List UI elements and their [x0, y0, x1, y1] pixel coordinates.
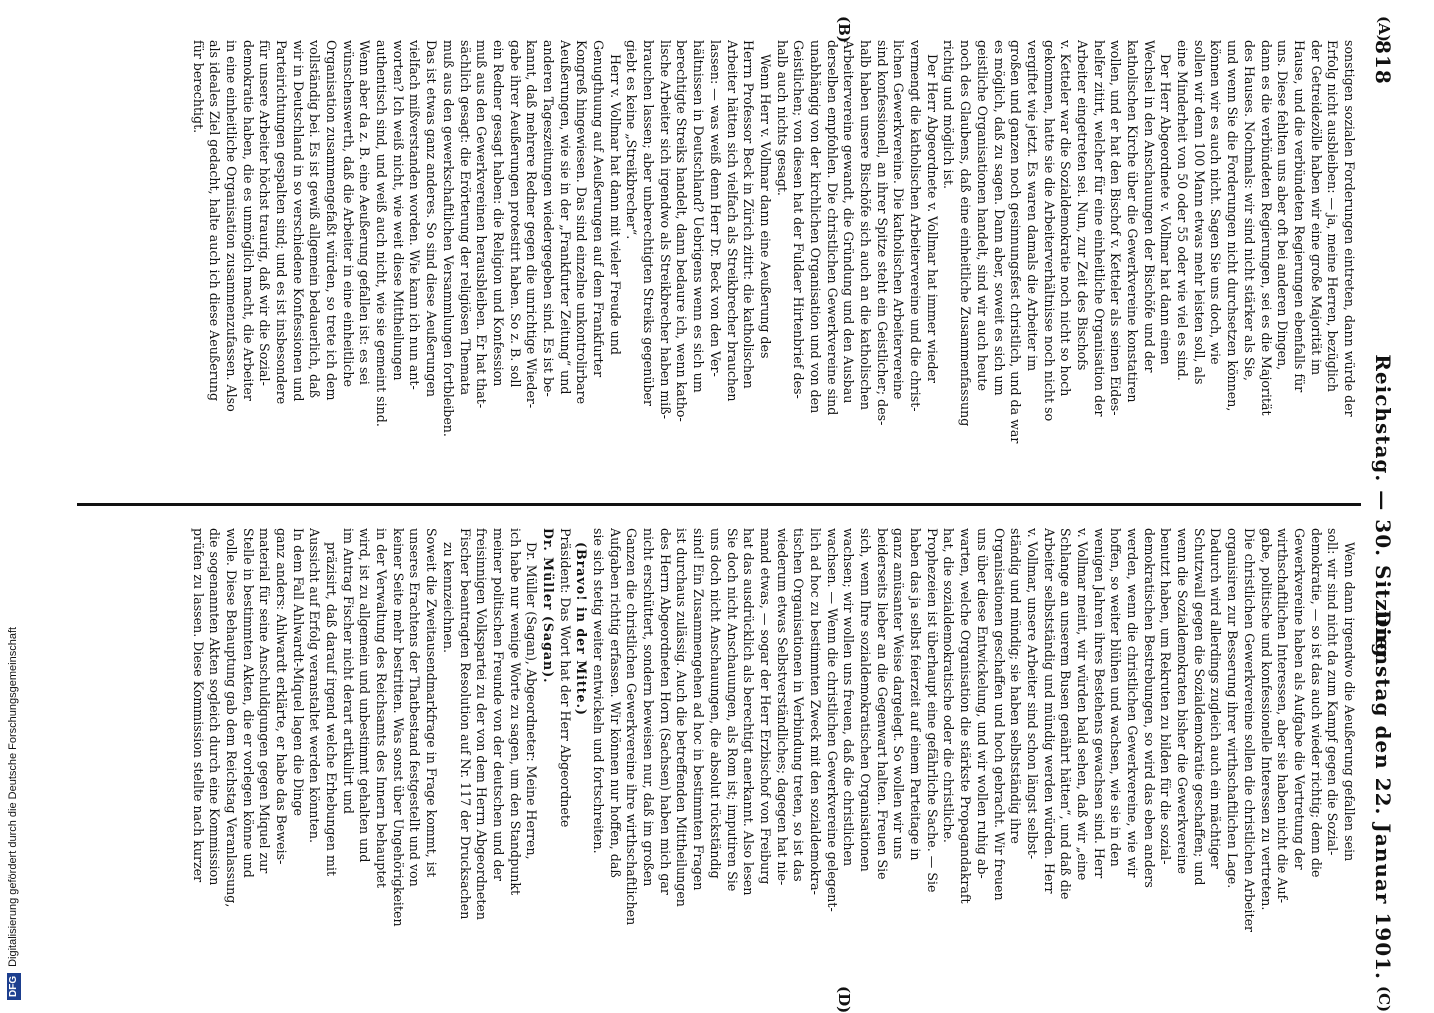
text-line: halb haben unsere Bischöfe sich auch an die katholischen — [858, 40, 874, 410]
text-line: soll: wir sind nicht da zum Kampf gegen die Sozial- — [1325, 528, 1341, 856]
text-line: muß aus den gewerkschaftlichen Versammlungen fortbleiben. — [440, 40, 456, 437]
text-line: als ideales Ziel gedacht, halte auch ich diese Aeußerung — [207, 40, 223, 402]
text-line: gabe ihrer Aeußerungen protestirt haben. So z. B. soll — [507, 40, 523, 388]
text-line: können wir es auch nicht. Sagen Sie uns doch, wie — [1208, 40, 1224, 365]
page-number: 818 — [1371, 40, 1395, 85]
text-line: Soweit die Zweitausendmarkfrage in Frage kommt, ist — [424, 528, 440, 878]
text-line: Herr v. Vollmar hat dann mit vieler Freude und — [607, 54, 623, 355]
text-line: hat, die sozialdemokratische oder die christliche. — [941, 528, 957, 843]
text-line: Parteirichtungen gespalten sind; und es ist insbesondere — [274, 40, 289, 405]
page-header — [1369, 40, 1395, 980]
right-text-column — [79, 528, 1357, 968]
text-line: Organisationen geschaffen und hoch gebracht. Wir freuen — [991, 528, 1007, 901]
text-line: wir in Deutschland in so verschiedene Konfessionen und — [290, 40, 306, 402]
text-line: helfer zitirt, welcher für eine einheitliche Organisation der — [1091, 40, 1107, 417]
text-line: giebt es keine „Streikbrecher“. — [624, 40, 640, 240]
text-line: berechtigte Streiks handelt, dann bedaure ich, wenn katho- — [674, 40, 690, 422]
text-line: präzisirt, daß darauf irgend welche Erhebungen mit — [324, 542, 340, 877]
text-line: katholischen Kirche über die Gewerkvereine konstatiren — [1125, 40, 1141, 403]
text-line: eine Minderheit von 50 oder 55 oder wie viel es sind. — [1175, 40, 1191, 381]
text-line: ganz amüsanter Weise dargelegt. So wollen wir uns — [891, 528, 907, 860]
text-line: Fischer beantragten Resolution auf Nr. 117 der Drucksachen — [457, 528, 473, 920]
text-line: In dem Fall Ahlwardt-Miquel lagen die Dinge — [290, 528, 306, 816]
text-line: unabhängig von der kirchlichen Organisation und von den — [808, 40, 823, 414]
text-line: sonstigen sozialen Forderungen eintreten, dann würde der — [1342, 40, 1357, 417]
text-line: Schlange an unserem Busen genährt hätten“, und daß die — [1058, 528, 1074, 900]
session-date: Dienstag den 22. Januar 1901. — [1371, 609, 1395, 980]
text-line: gekommen, hatte sie die Arbeiterverhältnisse noch nicht so — [1041, 40, 1057, 422]
text-line: Dr. Müller (Sagan), Abgeordneter: Meine Herren, — [524, 542, 540, 860]
text-line: v. Ketteler war die Sozialdemokratie noch nicht so hoch — [1058, 40, 1074, 397]
text-line: lassen: — was weiß denn Herr Dr. Beck von den Ver- — [707, 40, 723, 377]
text-line: wachsen. — Wenn die christlichen Gewerkvereine gelegent- — [824, 528, 840, 912]
text-line: unseres Erachtens der Thatbestand festgestellt und von — [407, 528, 423, 887]
text-line: anderen Tageszeitungen wiedergegeben sind. Es ist be- — [541, 40, 556, 397]
margin-mark-b: (B) — [835, 16, 853, 43]
text-line: für berechtigt. — [190, 40, 206, 134]
text-line: Präsident: Das Wort hat der Herr Abgeordnete — [557, 528, 573, 828]
text-line: ein Redner gesagt haben: die Religion und Konfession — [490, 40, 506, 387]
text-line: Aussicht auf Erfolg veranstaltet werden könnten. — [307, 528, 323, 844]
text-line: der Getreidezölle haben wir eine große Majorität im — [1308, 40, 1324, 376]
margin-mark-d: (D) — [835, 986, 853, 1013]
text-line: wolle. Diese Behauptung gab dem Reichstag Veranlassung, — [223, 528, 239, 908]
text-line: die sogenannten Akten sogleich durch eine Kommission — [207, 528, 223, 886]
text-line: sind konfessionell, an ihrer Spitze steht ein Geistlicher; des- — [874, 40, 890, 426]
text-line: hoffen, so weiter blühen und wachsen, wie sie in den — [1108, 528, 1124, 867]
text-line: im Antrag Fischer nicht derart artikulirt und — [340, 528, 356, 814]
text-line: Wechsel in den Anschauungen der Bischöfe und der — [1141, 40, 1157, 373]
text-line: Kongreß hingewiesen. Das sind einzelne unkontrolirbare — [574, 40, 590, 405]
text-line: wenigen Jahren ihres Bestehens gewachsen sind. Herr — [1091, 528, 1107, 879]
text-line: in eine einheitliche Organisation zusammenzufassen. Also — [223, 40, 239, 412]
text-line: wünschenswerth, daß die Arbeiter in eine einheitliche — [340, 40, 356, 387]
text-line: zu kennzeichnen. — [440, 542, 456, 654]
text-line: Sie doch nicht Anschauungen, als Rom ist; imputiren Sie — [724, 528, 740, 892]
dfg-logo: DFG — [7, 973, 21, 1000]
running-title: Reichstag. — 30. Sitzung. — [1371, 354, 1395, 666]
text-line: meiner politischen Freunde von der deutschen und der — [490, 528, 506, 881]
text-line: lische Arbeiter sich irgendwo als Streikbrecher haben miß- — [657, 40, 673, 419]
digitization-credit-text: Digitalisierung gefördert durch die Deutsche Forschungsgemeinschaft — [7, 626, 19, 967]
text-line: demokratischen Bestrebungen, so wird das eben anders — [1141, 528, 1157, 888]
text-line: warten, welche Organisation die stärkste Propagandakraft — [958, 528, 974, 904]
text-line: haben das ja selbst feierzeit auf einem Parteitage in — [908, 528, 924, 861]
text-line: freisinnigen Volkspartei zu der von dem Herrn Abgeordneten — [474, 528, 490, 920]
text-line: Aufgaben richtig erfassen. Wir können nur hoffen, daß — [607, 528, 623, 878]
text-line: wollen, und er hat den Bischof v. Ketteler als seinen Eides- — [1108, 40, 1124, 416]
text-line: mand etwas, — sogar der Herr Erzbischof von Freiburg — [757, 528, 773, 885]
text-line: uns über diese Entwickelung, und wir wollen ruhig ab- — [974, 528, 990, 879]
text-line: gabe, politische und konfessionelle Interessen zu vertreten. — [1258, 528, 1274, 911]
digitization-credit — [2, 0, 24, 1000]
text-line: Dr. Müller (Sagan). — [541, 528, 556, 684]
text-line: Der Herr Abgeordnete v. Vollmar hat immer wieder — [924, 54, 940, 384]
text-line: ganz anders: Ahlwardt erklärte, er habe das Beweis- — [274, 528, 289, 865]
text-line: authentisch sind, und weiß auch nicht, wie sie gemeint sind. — [374, 40, 390, 427]
text-line: keiner Seite mehr bestritten. Was sonst über Ungehörigkeiten — [390, 528, 406, 927]
text-line: worten? Ich weiß nicht, wie weit diese Mittheilungen — [390, 40, 406, 381]
text-line: Ganzen die christlichen Gewerkvereine ihre wirthschaftlichen — [624, 528, 640, 926]
text-line: derselben empfohlen. Die christlichen Gewerkvereine sind — [824, 40, 840, 416]
text-line: sollen wir denn 100 Mann etwas mehr leisten soll, als — [1191, 40, 1207, 385]
text-line: kannt, daß mehrere Redner gegen die unrichtige Wieder- — [524, 40, 540, 409]
text-line: großen und ganzen noch gesinnungsfest christlich, und da war — [1008, 40, 1024, 444]
text-line: benutzt haben, um Rekruten zu bilden für die sozial- — [1158, 528, 1174, 865]
text-line: dann es die verbündeten Regierungen, sei es die Majorität — [1258, 40, 1274, 416]
text-line: v. Vollmar, unsere Arbeiter sind schon längst selbst- — [1024, 528, 1040, 860]
text-line: sich, wenn Ihre sozialdemokratischen Organisationen — [858, 528, 874, 872]
text-line: Arbeiter eingetreten sei. Nun, zur Zeit des Bischofs — [1075, 40, 1090, 371]
text-line: und wenn Sie die Forderungen nicht durchsetzen können, — [1225, 40, 1241, 412]
text-line: organisiren zur Besserung ihrer wirthschaftlichen Lage. — [1225, 528, 1241, 889]
text-line: v. Vollmar meint, wir würden bald sehen, daß wir „eine — [1075, 528, 1090, 881]
text-line: hat das ausdrücklich als berechtigt anerkannt. Also lesen — [741, 528, 757, 896]
text-line: Erfolg nicht ausbleiben: — ja, meine Herren, bezüglich — [1325, 40, 1341, 393]
text-line: lich ad hoc zu bestimmten Zweck mit den sozialdemokra- — [808, 528, 823, 895]
text-line: werden, wenn die christlichen Gewerkvereine, wie wir — [1125, 528, 1141, 878]
column-divider — [77, 503, 1361, 506]
text-line: Arbeiter selbstständig und mündig werden würden. Herr — [1041, 528, 1057, 894]
text-line: vergiftet wie jetzt. Es waren damals die Arbeiter im — [1024, 40, 1040, 372]
text-line: material für seine Anschuldigungen gegen Miquel zur — [257, 528, 273, 874]
text-line: muß aus den Gewerkvereinen herausbleiben. Er hat that- — [474, 40, 490, 409]
text-line: Stelle in bestimmten Akten, die er vorlegen könne und — [240, 528, 256, 878]
text-line: Arbeiter hätten sich vielfach als Streikbrecher brauchen — [724, 40, 740, 402]
text-line: es möglich, daß zu sagen. Dann aber, soweit es sich um — [991, 40, 1007, 396]
text-line: Gewerkvereine haben als Aufgabe die Vertretung der — [1291, 528, 1307, 870]
text-line: Die christlichen Gewerkvereine sollen die christlichen Arbeiter — [1241, 528, 1257, 933]
text-line: uns. Diese fehlten uns aber oft bei anderen Dingen, — [1275, 40, 1291, 371]
text-line: lichen Gewerkvereine. Die katholischen Arbeitervereine — [891, 40, 907, 400]
text-line: Prophezeien ist überhaupt eine gefährliche Sache. — Sie — [924, 528, 940, 893]
text-line: Wenn Herr v. Vollmar dann eine Aeußerung des — [757, 54, 773, 359]
text-line: wachsen; wir wollen uns freuen, daß die christlichen — [841, 528, 857, 867]
margin-mark-a: (A) — [1375, 16, 1393, 42]
text-line: Herrn Professor Beck in Zürich zitirt: die katholischen — [741, 40, 757, 389]
text-line: Aeußerungen, wie sie in der „Frankfurter Zeitung“ und — [557, 40, 573, 395]
text-line: halb auch nichts gesagt. — [774, 40, 790, 196]
text-line: richtig und möglich ist. — [941, 40, 957, 190]
text-line: Der Herr Abgeordnete v. Vollmar hat dann einen — [1158, 54, 1174, 365]
text-line: noch des Glaubens, daß eine einheitliche Zusammenfassung — [958, 40, 974, 427]
text-line: vielfach mißverstanden worden. Wie kann ich nun ant- — [407, 40, 423, 390]
text-line: ständig und mündig; sie haben selbstständig ihre — [1008, 528, 1024, 844]
text-line: tischen Organisationen in Verbindung treten, so ist das — [791, 528, 807, 882]
text-line: sächlich gesagt: die Erörterung der religiösen Themata — [457, 40, 473, 396]
text-line: brauchen lassen; aber unberechtigten Streiks gegenüber — [641, 40, 657, 406]
text-line: wird, ist zu allgemein und unbestimmt gehalten und — [357, 528, 373, 863]
text-line: Dadurch wird allerdings zugleich auch ein mächtiger — [1208, 528, 1224, 869]
margin-mark-c: (C) — [1375, 986, 1393, 1013]
text-line: Geistlichen; von diesen hat der Fuldaer Hirtenbrief des- — [791, 40, 807, 399]
text-line: Schutzwall gegen die Sozialdemokratie geschaffen; und — [1191, 528, 1207, 886]
text-line: uns doch nicht Anschauungen, die absolut rückständig — [707, 528, 723, 879]
text-line: Wenn aber da z. B. eine Aeußerung gefallen ist: es sei — [357, 40, 373, 385]
text-line: wirthschaftlichen Interessen, aber sie haben nicht die Auf- — [1275, 528, 1291, 904]
text-line: des Hauses. Nochmals: wir sind nicht stärker als Sie, — [1241, 40, 1257, 382]
text-line: vermengt die katholischen Arbeitervereine und die christ- — [908, 40, 924, 412]
text-line: wenn die Sozialdemokraten bisher die Gewerkvereine — [1175, 528, 1191, 874]
text-line: Arbeitervereine gewandt, die Gründung und den Ausbau — [841, 40, 857, 404]
text-line: hältnissen in Deutschland? Uebrigens wenn es sich um — [691, 40, 707, 393]
text-line: Wenn dann irgendwo die Aeußerung gefallen sein — [1342, 542, 1357, 862]
text-line: wiederum etwas Selbstverständliches; dagegen hat nie- — [774, 528, 790, 886]
text-line: Das ist etwas ganz anderes. So sind diese Aeußerungen — [424, 40, 440, 398]
text-line: nicht erschüttert, sondern beweisen nur, daß im großen — [641, 528, 657, 887]
text-line: beiderseits lieber an die Gegenwart halten. Freuen Sie — [874, 528, 890, 880]
text-line: sind! Ein Zusammengehen ad hoc in bestimmten Fragen — [691, 528, 707, 891]
text-line: demokratie, — so ist das auch wieder richtig; denn die — [1308, 528, 1324, 878]
text-line: für unsere Arbeiter höchst traurig, daß wir die Sozial- — [257, 40, 273, 386]
text-line: vollständig bei. Es ist gewiß allgemein bedauerlich, daß — [307, 40, 323, 399]
text-line: ist durchaus zulässig. Auch die betreffenden Mittheilungen — [674, 528, 690, 907]
text-line: Genugthuung auf Aeußerungen auf dem Frankfurter — [591, 40, 607, 378]
text-line: geistliche Organisationen handelt, sind wir auch heute — [974, 40, 990, 391]
text-line: prüfen zu lassen. Diese Kommission stellte nach kurzer — [190, 528, 206, 883]
text-line: sie sich stetig weiter entwickeln und fortschreiten. — [591, 528, 607, 854]
text-line: ich habe nur wenige Worte zu sagen, um den Standpunkt — [507, 528, 523, 896]
text-line: (Bravo! in der Mitte.) — [574, 542, 590, 716]
text-line: in der Verwaltung des Reichsamts des Innern behauptet — [374, 528, 390, 888]
text-line: des Herrn Abgeordneten Horn (Sachsen) haben mich gar — [657, 528, 673, 895]
text-line: Organisation zusammengefaßt würden, so trete ich dem — [324, 40, 340, 401]
text-line: Hause, und die verbündeten Regierungen ebenfalls für — [1291, 40, 1307, 393]
rotated-document-page — [77, 16, 1395, 1013]
left-text-column — [79, 40, 1357, 480]
text-line: demokratie haben, die es unmöglich macht, die Arbeiter — [240, 40, 256, 401]
